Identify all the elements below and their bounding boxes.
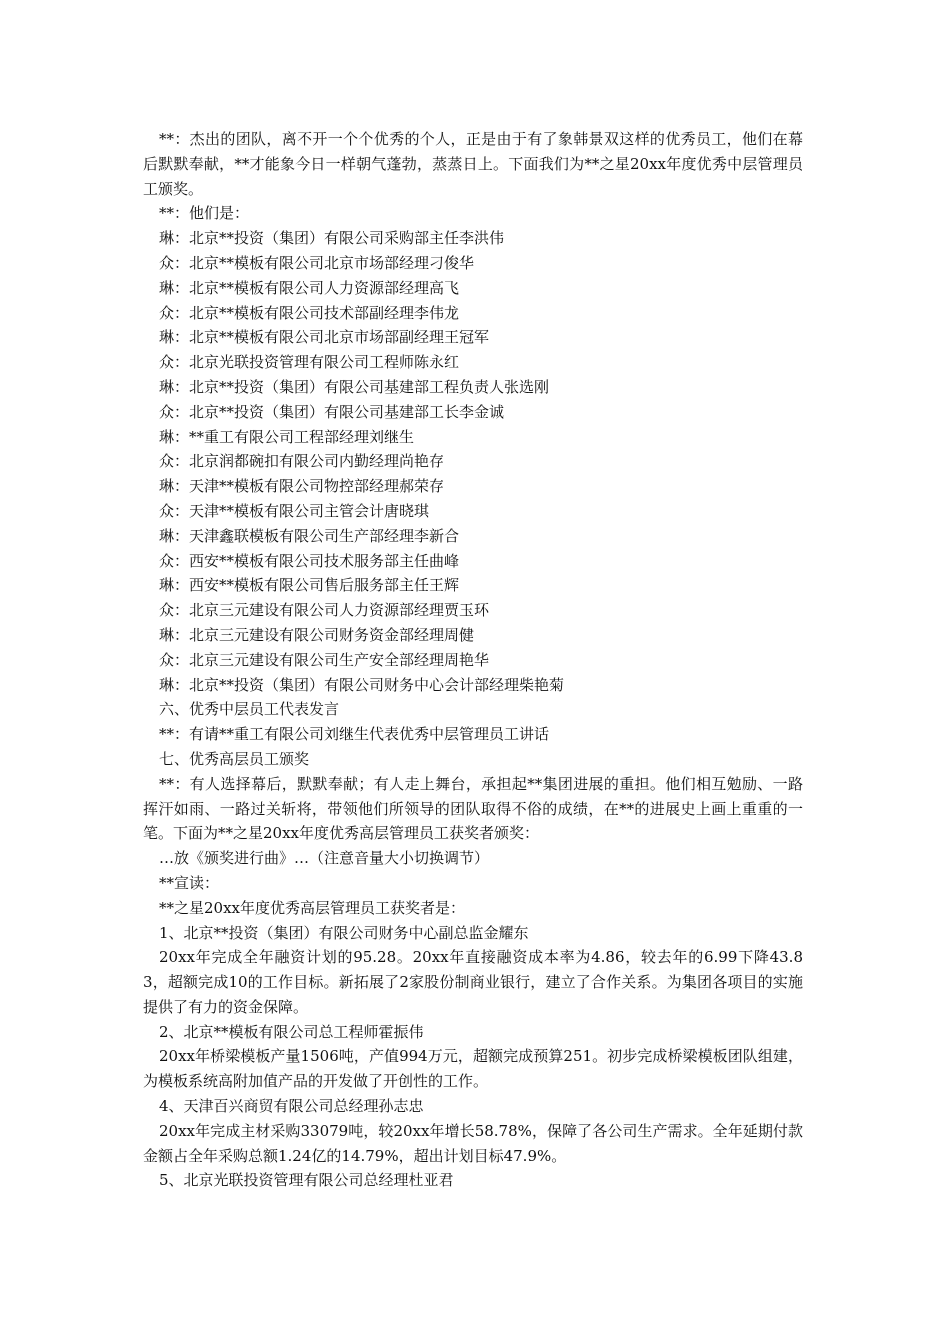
paragraph: **：有人选择幕后，默默奉献；有人走上舞台，承担起**集团进展的重担。他们相互勉励、一路挥汗如雨、一路过关斩将，带领他们所领导的团队取得不俗的成绩，在**的进展史上画上重重的一笔。下面为**之星20xx年度优秀高层管理员工获奖者颁奖： bbox=[143, 774, 803, 843]
paragraph: 琳：天津**模板有限公司物控部经理郝荣存 bbox=[159, 477, 445, 496]
paragraph: 琳：北京**模板有限公司北京市场部副经理王冠军 bbox=[159, 328, 490, 347]
paragraph: 琳：北京**投资（集团）有限公司基建部工程负责人张选刚 bbox=[159, 377, 550, 396]
paragraph: **之星20xx年度优秀高层管理员工获奖者是： bbox=[159, 898, 466, 917]
paragraph: 琳：北京三元建设有限公司财务资金部经理周健 bbox=[159, 625, 475, 644]
document-body bbox=[143, 127, 803, 1193]
paragraph: **：他们是： bbox=[159, 204, 250, 223]
paragraph: 琳：北京**投资（集团）有限公司采购部主任李洪伟 bbox=[159, 229, 505, 248]
list-item: 5、北京光联投资管理有限公司总经理杜亚君 bbox=[159, 1171, 454, 1190]
list-item: 1、北京**投资（集团）有限公司财务中心副总监金耀东 bbox=[159, 923, 529, 942]
paragraph: 众：北京光联投资管理有限公司工程师陈永红 bbox=[159, 353, 460, 372]
paragraph: 20xx年完成主材采购33079吨，较20xx年增长58.78%，保障了各公司生产需求。全年延期付款金额占全年采购总额1.24亿的14.79%，超出计划目标47.9%。 bbox=[143, 1121, 803, 1165]
paragraph: 众：北京**模板有限公司北京市场部经理刁俊华 bbox=[159, 253, 475, 272]
paragraph: **：杰出的团队，离不开一个个优秀的个人，正是由于有了象韩景双这样的优秀员工，他们在幕后默默奉献，**才能象今日一样朝气蓬勃，蒸蒸日上。下面我们为**之星20xx年度优秀中层管理员工颁奖。 bbox=[143, 130, 803, 198]
paragraph: 琳：北京**模板有限公司人力资源部经理高飞 bbox=[159, 278, 460, 297]
paragraph: **宣读： bbox=[159, 873, 220, 892]
paragraph: 众：北京三元建设有限公司人力资源部经理贾玉环 bbox=[159, 601, 490, 620]
paragraph: 众：西安**模板有限公司技术服务部主任曲峰 bbox=[159, 551, 460, 570]
list-item: 2、北京**模板有限公司总工程师霍振伟 bbox=[159, 1022, 424, 1041]
paragraph: 众：北京**投资（集团）有限公司基建部工长李金诚 bbox=[159, 402, 505, 421]
paragraph: 众：北京**模板有限公司技术部副经理李伟龙 bbox=[159, 303, 460, 322]
paragraph: 20xx年桥梁模板产量1506吨，产值994万元，超额完成预算251。初步完成桥梁模板团队组建，为模板系统高附加值产品的开发做了开创性的工作。 bbox=[143, 1047, 803, 1091]
paragraph: 众：北京润都碗扣有限公司内勤经理尚艳存 bbox=[159, 452, 445, 471]
paragraph: 琳：西安**模板有限公司售后服务部主任王辉 bbox=[159, 576, 460, 595]
paragraph: …放《颁奖进行曲》…（注意音量大小切换调节） bbox=[159, 849, 490, 868]
section-heading: 六、优秀中层员工代表发言 bbox=[159, 700, 340, 719]
section-heading: 七、优秀高层员工颁奖 bbox=[159, 749, 310, 768]
paragraph: 琳：**重工有限公司工程部经理刘继生 bbox=[159, 427, 415, 446]
paragraph: 琳：北京**投资（集团）有限公司财务中心会计部经理柴艳菊 bbox=[159, 675, 565, 694]
paragraph: 20xx年完成全年融资计划的95.28。20xx年直接融资成本率为4.86，较去年的6.99下降43.83，超额完成10的工作目标。新拓展了2家股份制商业银行，建立了合作关系。为集团各项目的实施提供了有力的资金保障。 bbox=[143, 948, 803, 1016]
paragraph: **：有请**重工有限公司刘继生代表优秀中层管理员工讲话 bbox=[159, 725, 550, 744]
paragraph: 琳：天津鑫联模板有限公司生产部经理李新合 bbox=[159, 526, 460, 545]
list-item: 4、天津百兴商贸有限公司总经理孙志忠 bbox=[159, 1097, 424, 1116]
paragraph: 众：天津**模板有限公司主管会计唐晓琪 bbox=[159, 501, 430, 520]
paragraph: 众：北京三元建设有限公司生产安全部经理周艳华 bbox=[159, 650, 490, 669]
